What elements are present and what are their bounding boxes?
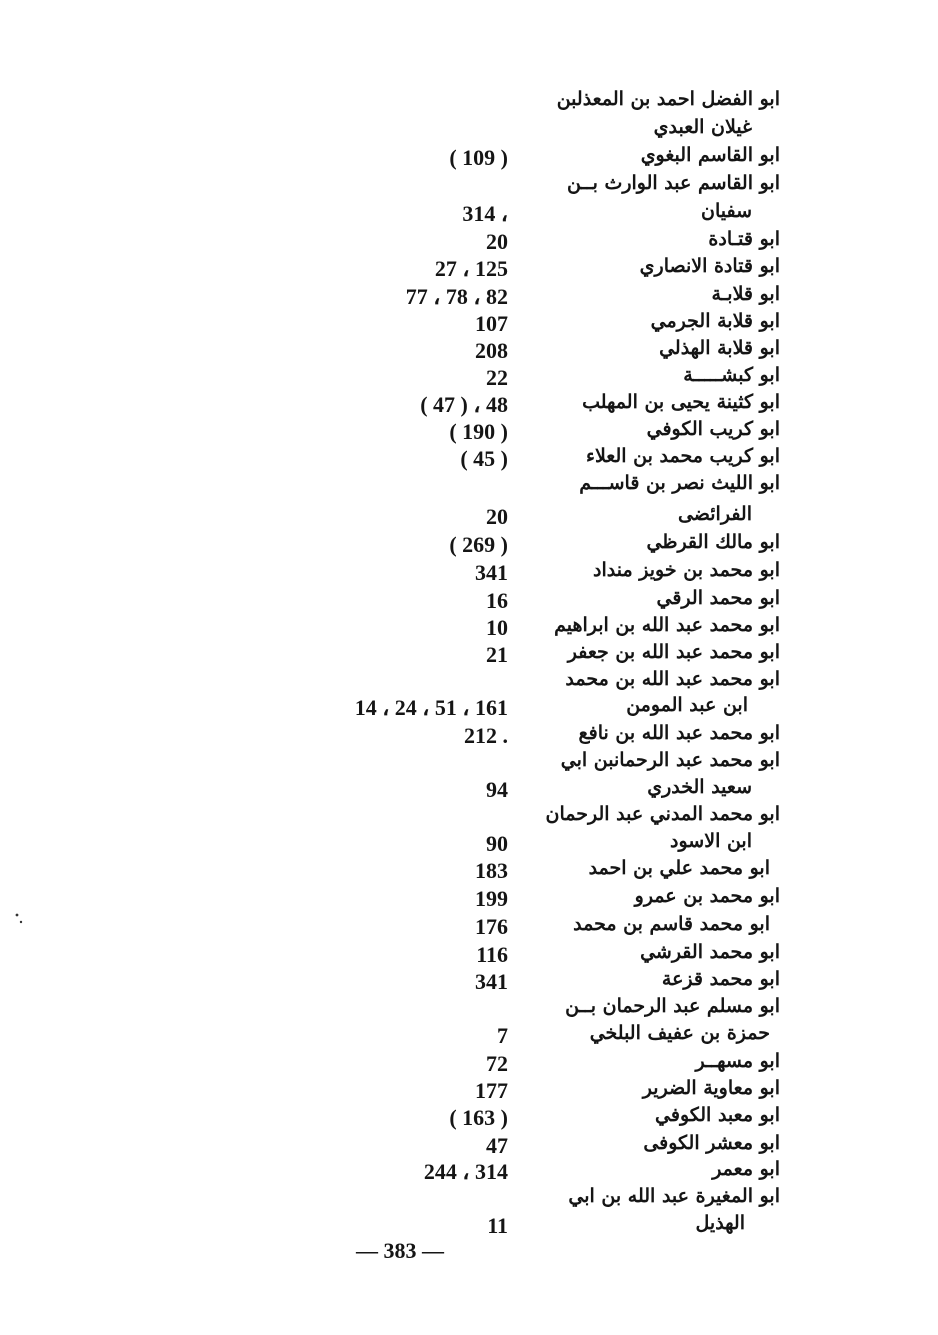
- entry-pages: ( 109 ): [449, 145, 508, 170]
- entry-pages: 116: [476, 942, 508, 967]
- entry-pages: 11: [487, 1213, 508, 1238]
- entry-pages: ( 190 ): [449, 419, 508, 444]
- entry-name: سفيان: [700, 200, 752, 222]
- entry-pages: 107: [475, 311, 508, 336]
- entry-name: ابو محمد عبد الله بن نافع: [578, 722, 780, 744]
- entry-name: ابو محمد علي بن احمد: [588, 857, 770, 879]
- entry-name: ابو الفضل احمد بن المعذلبن: [556, 88, 780, 110]
- entry-pages: 21: [486, 642, 508, 667]
- entry-name: ابو الليث نصر بن قاســـم: [579, 472, 780, 494]
- entry-pages: 212 .: [464, 723, 508, 748]
- entry-name: ابو مالك القرظي: [646, 531, 780, 553]
- entry-pages: ( 163 ): [449, 1105, 508, 1130]
- entry-name: ابو قلابـة: [711, 283, 780, 305]
- entry-name: ابو محمد المدني عبد الرحمان: [545, 803, 780, 825]
- entry-name: الفرائضى: [677, 503, 752, 525]
- entry-pages: 14 ، 24 ، 51 ، 161: [354, 695, 508, 720]
- entry-name: ابو المغيرة عبد الله بن ابي: [568, 1185, 780, 1207]
- entry-pages: 177: [475, 1078, 508, 1103]
- entry-pages: 77 ، 78 ، 82: [405, 284, 508, 309]
- entry-name: الهذيل: [695, 1212, 745, 1234]
- entry-name: ابن الاسود: [670, 830, 752, 852]
- entry-pages: ( 47 ) ، 48: [420, 392, 508, 417]
- entry-name: ابو كثينة يحيى بن المهلب: [582, 391, 780, 413]
- entry-name: ابو قلابة الجرمي: [650, 310, 780, 332]
- entry-name: ابو محمد بن خويز منداد: [593, 559, 780, 581]
- entry-name: ابو كبشـــــة: [683, 364, 780, 386]
- entry-name: ابو مسلم عبد الرحمان بــن: [565, 995, 780, 1017]
- entry-pages: 208: [475, 338, 508, 363]
- entry-name: ابو معبد الكوفي: [655, 1104, 780, 1126]
- entry-pages: ( 45 ): [460, 446, 508, 471]
- entry-name: ابو محمد قاسم بن محمد: [573, 913, 770, 935]
- entry-pages: 7: [497, 1023, 508, 1048]
- entry-pages: 90: [486, 831, 508, 856]
- entry-name: ابو كريب الكوفي: [646, 418, 780, 440]
- entry-pages: 27 ، 125: [434, 256, 508, 281]
- entry-name: حمزة بن عفيف البلخي: [589, 1022, 770, 1044]
- entry-name: ابو محمد قزعة: [661, 968, 780, 990]
- entry-pages: 94: [486, 777, 508, 802]
- entry-pages: 22: [486, 365, 508, 390]
- entry-name: ابو محمد عبد الله بن محمد: [565, 668, 780, 690]
- page-number: — 383 —: [356, 1238, 444, 1263]
- entry-name: غيلان العبدي: [653, 116, 752, 138]
- entry-pages: 176: [475, 914, 508, 939]
- entry-name: ابو محمد الرقي: [656, 587, 780, 609]
- entry-name: ابو محمد عبد الله بن ابراهيم: [554, 614, 780, 636]
- entry-pages: 341: [475, 969, 508, 994]
- entry-name: ابو محمد القرشي: [640, 941, 780, 963]
- entry-name: ابو محمد عبد الرحمانبن ابي: [560, 749, 780, 771]
- entry-pages: 341: [475, 560, 508, 585]
- entry-name: ابو محمد بن عمرو: [634, 885, 780, 907]
- entry-pages: 20: [486, 504, 508, 529]
- entry-pages: ( 269 ): [449, 532, 508, 557]
- entry-name: ابو كريب محمد بن العلاء: [586, 445, 780, 467]
- entry-pages: 16: [486, 588, 508, 613]
- entry-pages: 47: [486, 1133, 508, 1158]
- entry-name: ابو معاوية الضرير: [642, 1077, 780, 1099]
- entry-pages: 314 ،: [462, 201, 508, 226]
- entry-name: ابو معمر: [712, 1158, 780, 1180]
- entry-name: ابن عبد المومن: [626, 694, 748, 716]
- entry-name: ابو قتـادة: [708, 228, 780, 250]
- entry-pages: 72: [486, 1051, 508, 1076]
- entry-name: ابو القاسم عبد الوارث بــن: [566, 172, 780, 194]
- entry-name: ابو القاسم البغوي: [640, 144, 780, 166]
- entry-pages: 20: [486, 229, 508, 254]
- entry-pages: 10: [486, 615, 508, 640]
- entry-pages: 183: [475, 858, 508, 883]
- entry-name: ابو قلابة الهذلي: [659, 337, 780, 359]
- entry-pages: 244 ، 314: [423, 1159, 508, 1184]
- entry-pages: 199: [475, 886, 508, 911]
- entry-name: ابو مسهــر: [695, 1050, 780, 1072]
- entry-name: ابو محمد عبد الله بن جعفر: [567, 641, 780, 663]
- entry-name: ابو قتادة الانصاري: [639, 255, 780, 277]
- scan-speck: [14, 912, 26, 926]
- entry-name: ابو معشر الكوفى: [643, 1132, 780, 1154]
- entry-name: سعيد الخدري: [647, 776, 752, 798]
